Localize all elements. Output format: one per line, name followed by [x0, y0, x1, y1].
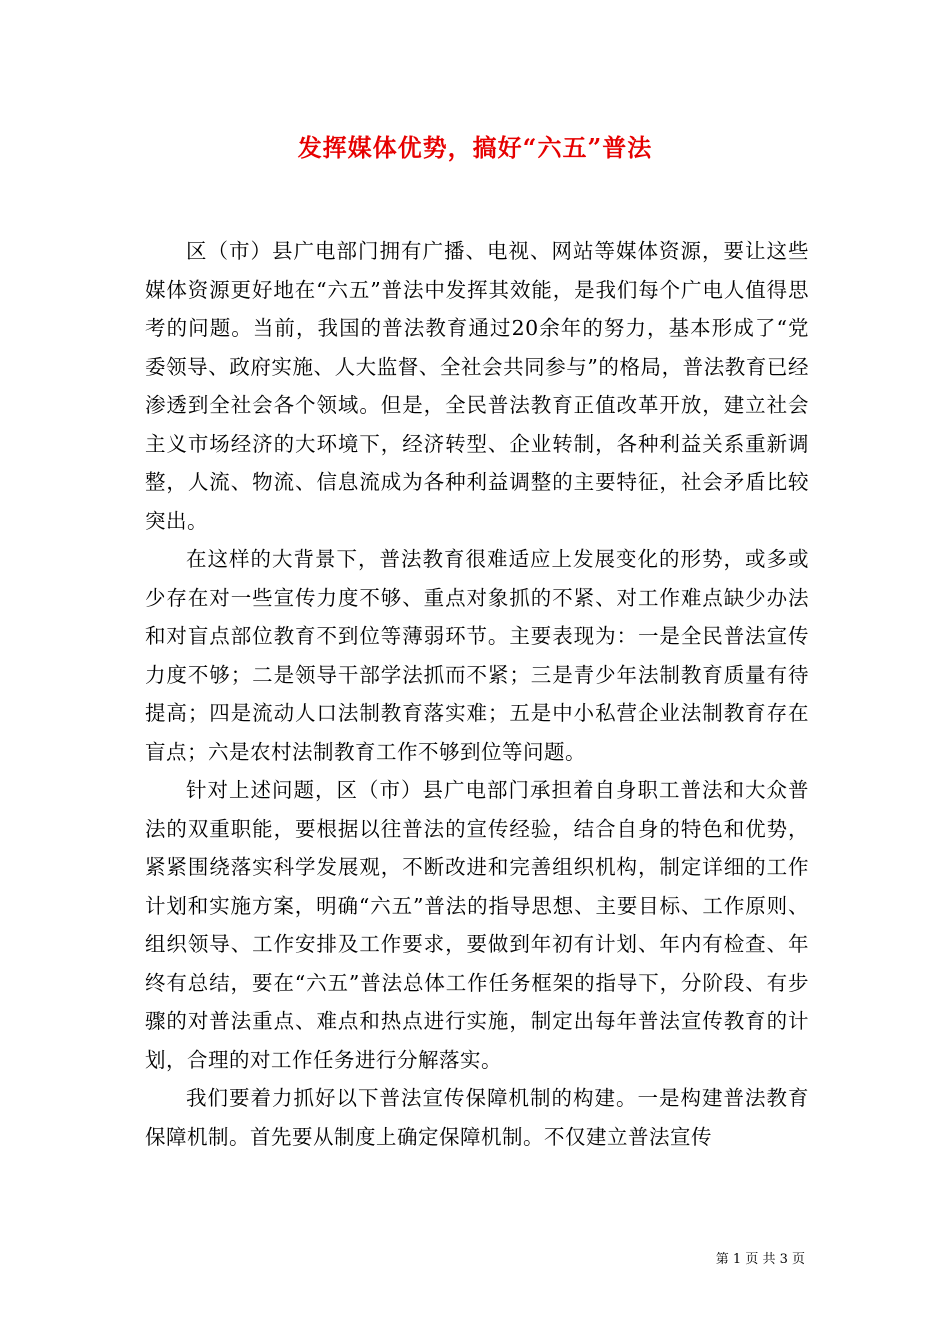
document-title: 发挥媒体优势，搞好“六五”普法 — [297, 133, 653, 162]
paragraph-4: 我们要着力抓好以下普法宣传保障机制的构建。一是构建普法教育保障机制。首先要从制度上确定保障机制。不仅建立普法宣传 — [145, 1086, 809, 1149]
paragraph-1: 区（市）县广电部门拥有广播、电视、网站等媒体资源，要让这些媒体资源更好地在“六五”普法中发挥其效能，是我们每个广电人值得思考的问题。当前，我国的普法教育通过20余年的努力，基本形成了“党委领导、政府实施、人大监督、全社会共同参与”的格局，普法教育已经渗透到全社会各个领域。但是，全民普法教育正值改革开放，建立社会主义市场经济的大环境下，经济转型、企业转制，各种利益关系重新调整，人流、物流、信息流成为各种利益调整的主要特征，社会矛盾比较突出。 — [145, 239, 809, 533]
paragraph-2: 在这样的大背景下，普法教育很难适应上发展变化的形势，或多或少存在对一些宣传力度不够、重点对象抓的不紧、对工作难点缺少办法和对盲点部位教育不到位等薄弱环节。主要表现为：一是全民普法宣传力度不够；二是领导干部学法抓而不紧；三是青少年法制教育质量有待提高；四是流动人口法制教育落实难；五是中小私营企业法制教育存在盲点；六是农村法制教育工作不够到位等问题。 — [145, 547, 809, 764]
document-body — [145, 232, 809, 1156]
page-number-footer: 第 1 页 共 3 页 — [715, 1252, 805, 1267]
paragraph-3: 针对上述问题，区（市）县广电部门承担着自身职工普法和大众普法的双重职能，要根据以往普法的宣传经验，结合自身的特色和优势，紧紧围绕落实科学发展观，不断改进和完善组织机构，制定详细的工作计划和实施方案，明确“六五”普法的指导思想、主要目标、工作原则、组织领导、工作安排及工作要求，要做到年初有计划、年内有检查、年终有总结，要在“六五”普法总体工作任务框架的指导下，分阶段、有步骤的对普法重点、难点和热点进行实施，制定出每年普法宣传教育的计划，合理的对工作任务进行分解落实。 — [145, 778, 809, 1072]
